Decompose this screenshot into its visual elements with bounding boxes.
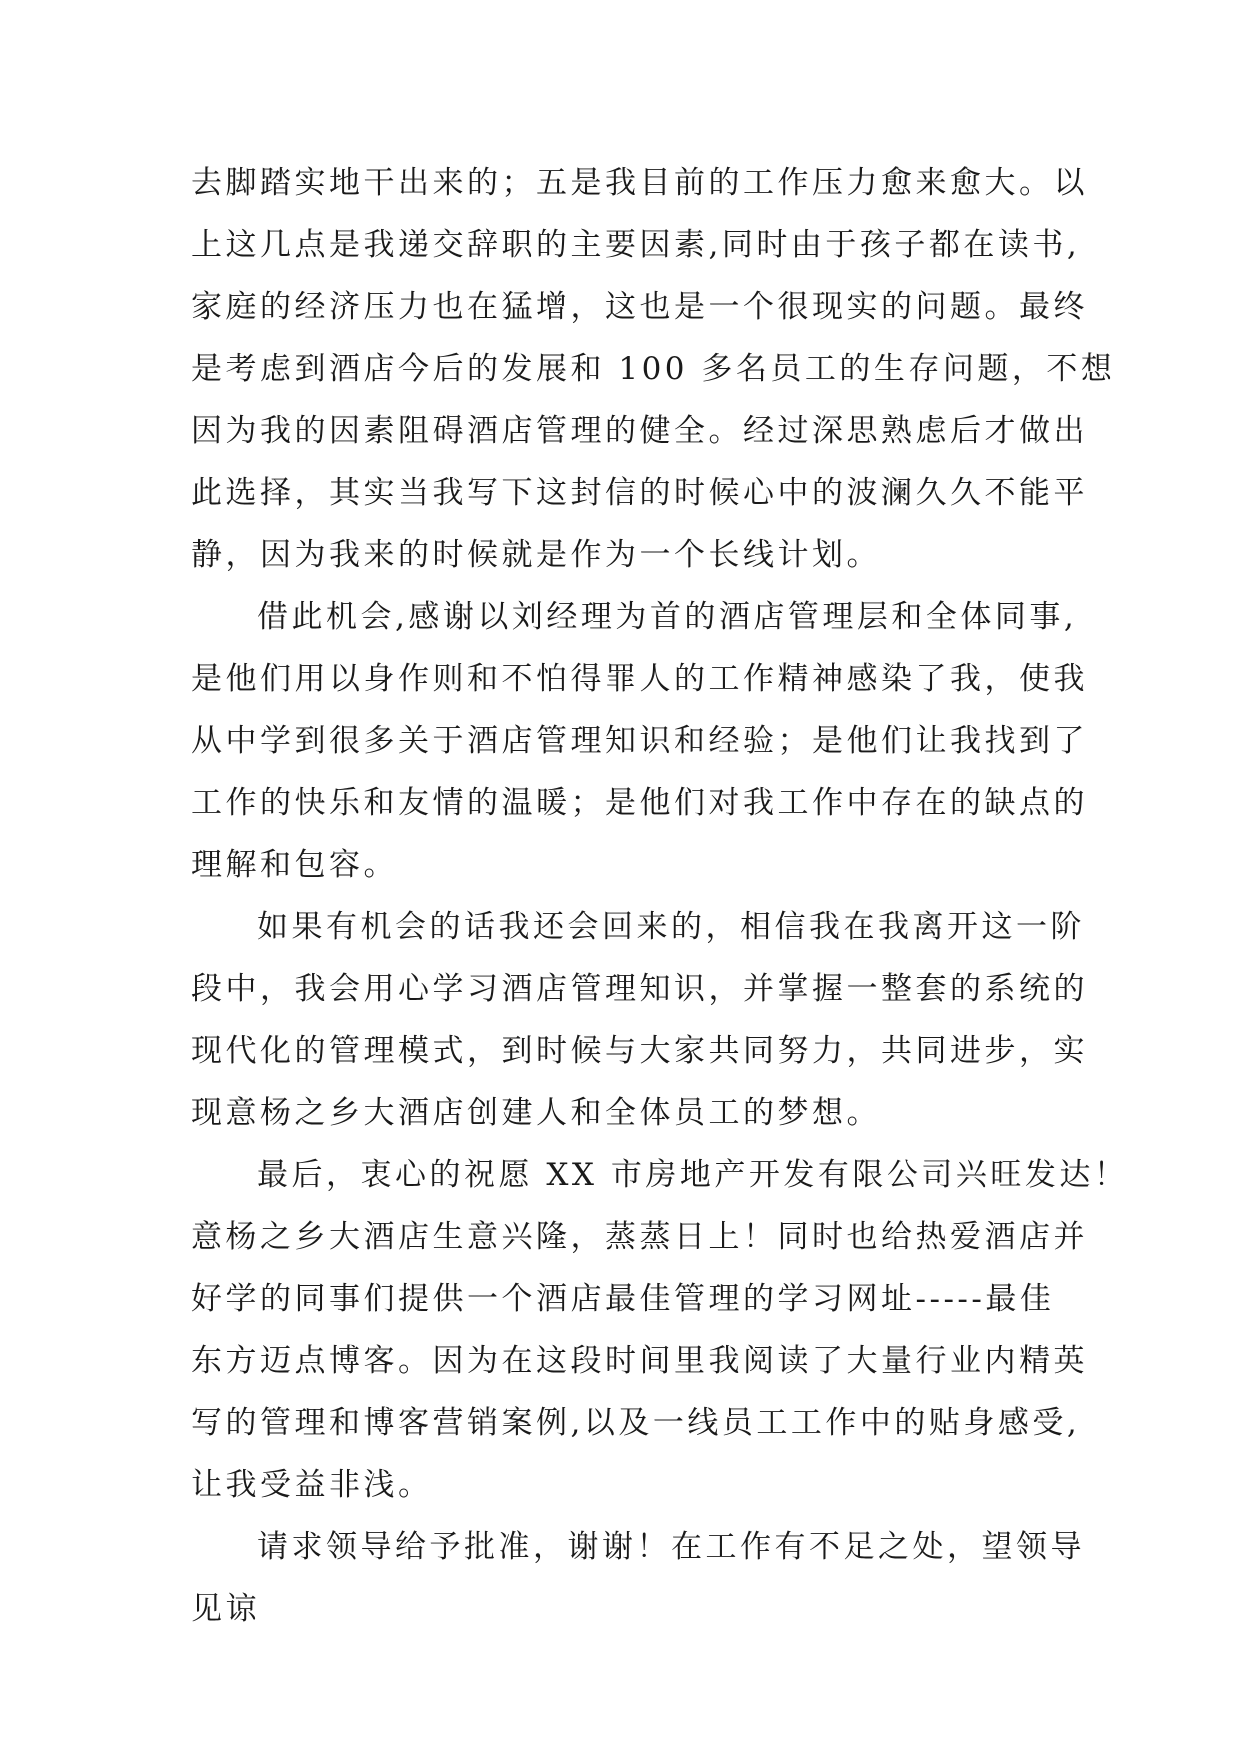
text-line: 上这几点是我递交辞职的主要因素,同时由于孩子都在读书, (191, 227, 1081, 263)
text-line: 现意杨之乡大酒店创建人和全体员工的梦想。 (191, 1095, 881, 1131)
text-line: 此选择，其实当我写下这封信的时候心中的波澜久久不能平 (191, 475, 1088, 511)
text-line: 去脚踏实地干出来的；五是我目前的工作压力愈来愈大。以 (191, 165, 1088, 201)
paragraph-first-line: 如果有机会的话我还会回来的，相信我在我离开这一阶 (257, 909, 1085, 945)
text-line: 意杨之乡大酒店生意兴隆，蒸蒸日上！同时也给热爱酒店并 (191, 1219, 1088, 1255)
text-line: 工作的快乐和友情的温暖；是他们对我工作中存在的缺点的 (191, 785, 1088, 821)
text-line: 写的管理和博客营销案例,以及一线员工工作中的贴身感受, (191, 1405, 1081, 1441)
paragraph-first-line: 请求领导给予批准，谢谢！在工作有不足之处，望领导 (257, 1529, 1085, 1565)
text-line: 家庭的经济压力也在猛增，这也是一个很现实的问题。最终 (191, 289, 1088, 325)
text-line: 段中，我会用心学习酒店管理知识，并掌握一整套的系统的 (191, 971, 1088, 1007)
text-line: 东方迈点博客。因为在这段时间里我阅读了大量行业内精英 (191, 1343, 1088, 1379)
text-line: 是考虑到酒店今后的发展和 100 多名员工的生存问题，不想 (191, 351, 1116, 387)
paragraph-first-line: 最后，衷心的祝愿 XX 市房地产开发有限公司兴旺发达！ (257, 1157, 1129, 1193)
text-line: 理解和包容。 (191, 847, 398, 883)
text-line: 好学的同事们提供一个酒店最佳管理的学习网址-----最佳 (191, 1281, 1055, 1317)
text-line: 是他们用以身作则和不怕得罪人的工作精神感染了我，使我 (191, 661, 1088, 697)
text-line: 让我受益非浅。 (191, 1467, 433, 1503)
text-line: 因为我的因素阻碍酒店管理的健全。经过深思熟虑后才做出 (191, 413, 1088, 449)
text-line: 静，因为我来的时候就是作为一个长线计划。 (191, 537, 881, 573)
text-line: 见谅 (191, 1591, 260, 1627)
text-line: 现代化的管理模式，到时候与大家共同努力，共同进步，实 (191, 1033, 1088, 1069)
paragraph-first-line: 借此机会,感谢以刘经理为首的酒店管理层和全体同事, (257, 599, 1078, 635)
document-body (191, 152, 1129, 1640)
text-line: 从中学到很多关于酒店管理知识和经验；是他们让我找到了 (191, 723, 1088, 759)
